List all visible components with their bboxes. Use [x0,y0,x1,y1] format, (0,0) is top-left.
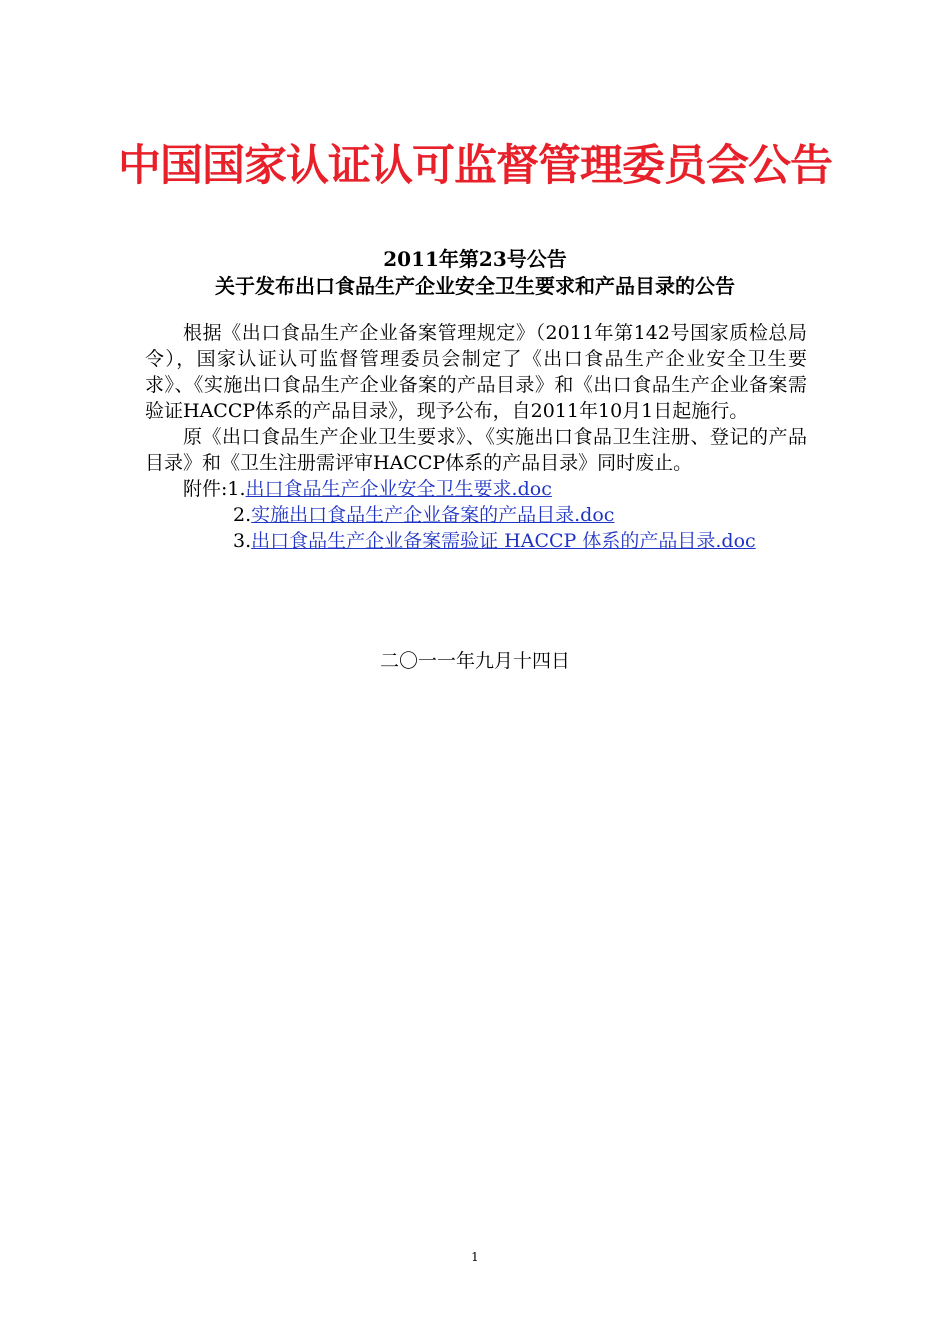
announcement-date: 二〇一一年九月十四日 [379,650,570,672]
attachment-link-1[interactable]: 出口食品生产企业安全卫生要求.doc [245,478,552,500]
attachment-item-1 [145,476,807,502]
attachment-item-3 [145,528,807,554]
attachment-index-3: 3. [233,530,252,552]
attachment-link-2[interactable]: 实施出口食品生产企业备案的产品目录.doc [251,504,615,526]
announcement-banner-title: 中国国家认证认可监督管理委员会公告 [118,141,832,191]
page-number: 1 [471,1250,479,1264]
attachment-link-3[interactable]: 出口食品生产企业备案需验证 HACCP 体系的产品目录.doc [251,530,756,552]
attachments-label: 附件: [183,478,228,500]
announcement-subject: 关于发布出口食品生产企业安全卫生要求和产品目录的公告 [215,274,735,298]
body-paragraph-2: 原《出口食品生产企业卫生要求》、《实施出口食品卫生注册、登记的产品目录》和《卫生注册需评审HACCP体系的产品目录》同时废止。 [145,426,807,474]
document-body [145,320,807,554]
attachment-index-1: 1. [227,478,246,500]
body-paragraph-1: 根据《出口食品生产企业备案管理规定》（2011年第142号国家质检总局令），国家认证认可监督管理委员会制定了《出口食品生产企业安全卫生要求》、《实施出口食品生产企业备案的产品目录》和《出口食品生产企业备案需验证HACCP体系的产品目录》，现予公布，自2011年10月1日起施行。 [145,322,807,422]
attachment-index-2: 2. [233,504,252,526]
attachment-item-2 [145,502,807,528]
announcement-number: 2011年第23号公告 [383,247,567,271]
